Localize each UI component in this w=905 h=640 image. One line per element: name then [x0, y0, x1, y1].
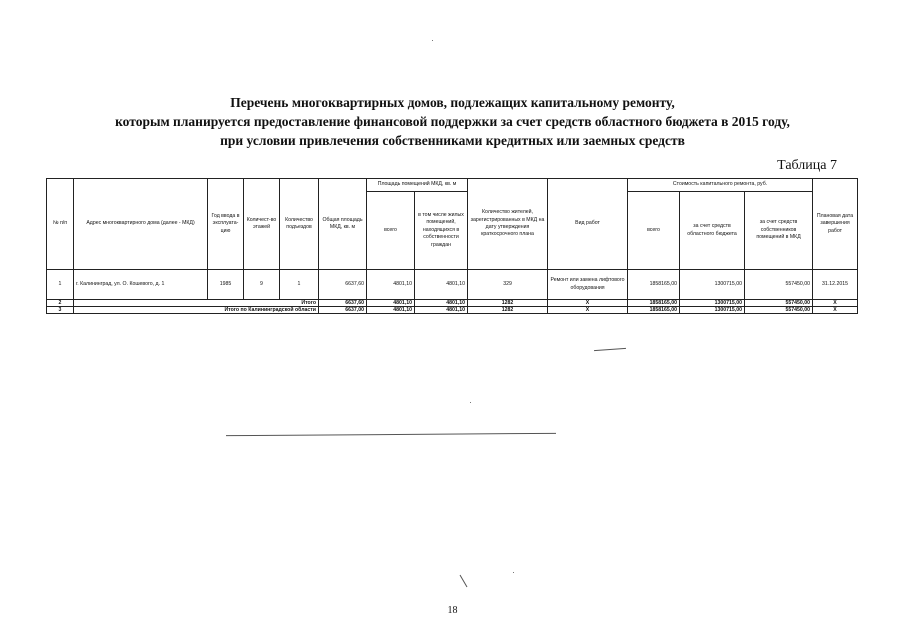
cell-num: 3: [47, 307, 74, 314]
cell-deadline: 31.12.2015: [813, 270, 858, 300]
cell-cost-owners: 557450,00: [745, 270, 813, 300]
header-floors: Количест-во этажей: [244, 179, 280, 270]
cell-premises-residential: 4801,10: [415, 300, 468, 307]
cell-year: 1985: [208, 270, 244, 300]
cell-residents: 1282: [468, 300, 548, 307]
document-title-line-1: Перечень многоквартирных домов, подлежащих капитальному ремонту,: [230, 95, 675, 110]
cell-cost-regional: 1300715,00: [680, 300, 745, 307]
cell-work-type: X: [548, 300, 628, 307]
cell-premises-residential: 4801,10: [415, 307, 468, 314]
cell-residents: 1282: [468, 307, 548, 314]
header-entrances: Количество подъездов: [280, 179, 319, 270]
header-total-area: Общая площадь МКД, кв. м: [319, 179, 367, 270]
cell-num: 2: [47, 300, 74, 307]
scan-artifact-line: [460, 575, 468, 588]
cell-cost-owners: 557450,00: [745, 307, 813, 314]
cell-total-area: 6637,60: [319, 270, 367, 300]
cell-residents: 329: [468, 270, 548, 300]
header-cost-owners: за счет средств собственников помещений в МКД: [745, 192, 813, 270]
header-cost: Стоимость капитального ремонта, руб.: [628, 179, 813, 192]
document-title-line-2: которым планируется предоставление финансовой поддержки за счет средств областного бюджета в 2015 году,: [115, 114, 790, 129]
table-row: [47, 270, 858, 300]
cell-cost-total: 1858165,00: [628, 270, 680, 300]
cell-premises-all: 4801,10: [367, 270, 415, 300]
header-premises-residential: в том числе жилых помещений, находящихся в собственности граждан: [415, 192, 468, 270]
cell-deadline: X: [813, 300, 858, 307]
cell-total-label: Итого: [74, 300, 319, 307]
cell-cost-regional: 1300715,00: [680, 270, 745, 300]
header-num: № п/п: [47, 179, 74, 270]
table-number: Таблица 7: [777, 158, 837, 173]
cell-address: г. Калининград, ул. О. Кошевого, д. 1: [74, 270, 208, 300]
header-premises-area: Площадь помещений МКД, кв. м: [367, 179, 468, 192]
header-cost-regional: за счет средств областного бюджета: [680, 192, 745, 270]
cell-cost-total: 1858165,00: [628, 300, 680, 307]
cell-premises-residential: 4801,10: [415, 270, 468, 300]
scan-artifact-dot: [432, 40, 433, 41]
total-row: [47, 300, 858, 307]
cell-deadline: X: [813, 307, 858, 314]
cell-total-area: 6637,00: [319, 307, 367, 314]
cell-premises-all: 4801,10: [367, 307, 415, 314]
total-row: [47, 307, 858, 314]
cell-entrances: 1: [280, 270, 319, 300]
cell-total-area: 6637,60: [319, 300, 367, 307]
cell-cost-total: 1858165,00: [628, 307, 680, 314]
page-number: 18: [447, 605, 458, 616]
header-deadline: Плановая дата завершения работ: [813, 179, 858, 270]
table-header-row-1: [47, 179, 858, 192]
header-year: Год ввода в эксплуата-цию: [208, 179, 244, 270]
scan-artifact-dot: [470, 402, 471, 403]
houses-table: [46, 178, 858, 314]
cell-floors: 9: [244, 270, 280, 300]
header-work-type: Вид работ: [548, 179, 628, 270]
header-residents: Количество жителей, зарегистрированных в МКД на дату утверждения краткосрочного плана: [468, 179, 548, 270]
cell-work-type: Ремонт или замена лифтового оборудования: [548, 270, 628, 300]
header-premises-all: всего: [367, 192, 415, 270]
cell-cost-regional: 1300715,00: [680, 307, 745, 314]
document-title-line-3: при условии привлечения собственниками кредитных или заемных средств: [220, 133, 685, 148]
header-address: Адрес многоквартирного дома (далее - МКД): [74, 179, 208, 270]
scan-artifact-dot: [513, 572, 514, 573]
scan-artifact-line: [226, 433, 556, 436]
cell-premises-all: 4801,10: [367, 300, 415, 307]
cell-work-type: X: [548, 307, 628, 314]
scan-artifact-line: [594, 348, 626, 351]
cell-cost-owners: 557450,00: [745, 300, 813, 307]
cell-num: 1: [47, 270, 74, 300]
header-cost-total: всего: [628, 192, 680, 270]
cell-total-label: Итого по Калининградской области: [74, 307, 319, 314]
